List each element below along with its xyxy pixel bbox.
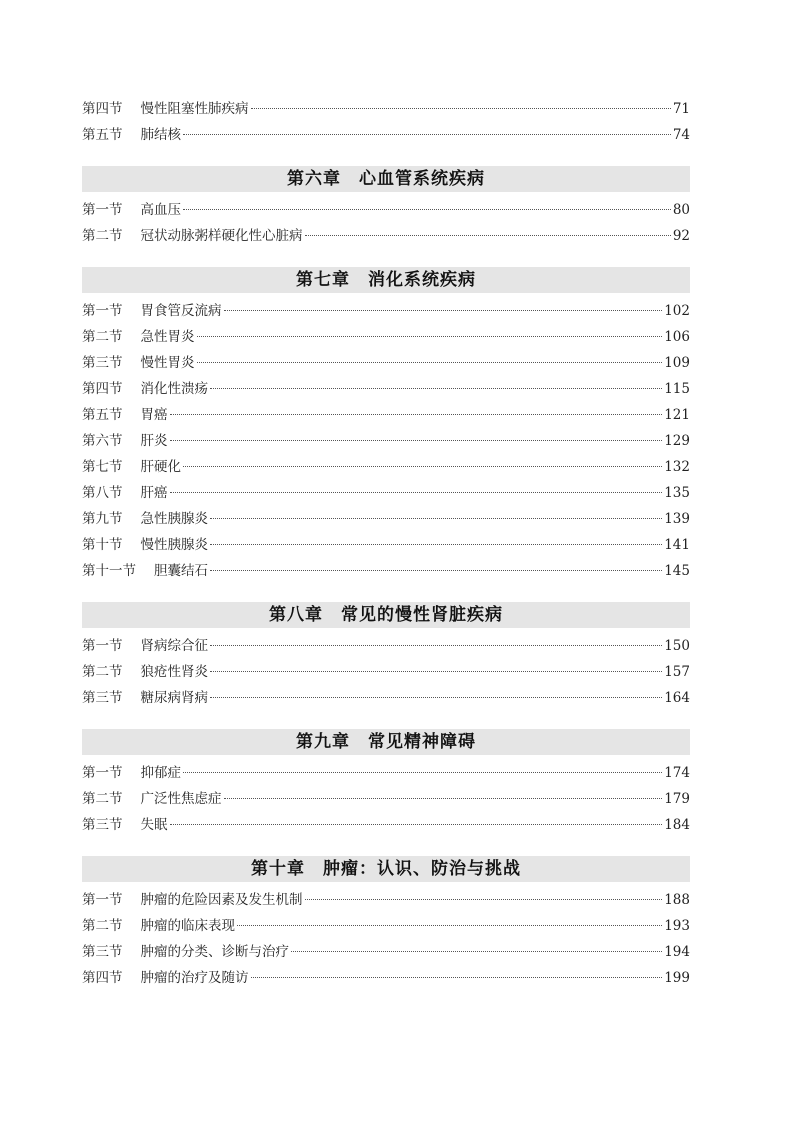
section-number: 第五节: [82, 407, 123, 423]
chapter-heading[interactable]: 第六章 心血管系统疾病: [82, 166, 690, 192]
section-title: 冠状动脉粥样硬化性心脏病: [140, 228, 303, 244]
section-title: 慢性胃炎: [140, 355, 195, 371]
page-number: 71: [672, 101, 690, 117]
section-title: 急性胰腺炎: [140, 511, 208, 527]
toc-entry[interactable]: [82, 965, 690, 991]
section-title: 胃食管反流病: [140, 303, 222, 319]
section-title: 肝癌: [140, 485, 168, 501]
section-number: 第二节: [82, 228, 123, 244]
section-title: 抑郁症: [140, 765, 181, 781]
page-number: 109: [664, 355, 690, 371]
section-number: 第七节: [82, 459, 123, 475]
toc-entry[interactable]: [82, 428, 690, 454]
page-number: 121: [664, 407, 690, 423]
section-number: 第三节: [82, 817, 123, 833]
dot-leader: [197, 336, 663, 337]
toc-entry[interactable]: [82, 197, 690, 223]
section-title: 胃癌: [140, 407, 168, 423]
section-number: 第四节: [82, 970, 123, 986]
section-title: 狼疮性肾炎: [140, 664, 208, 680]
toc-entry[interactable]: [82, 939, 690, 965]
dot-leader: [291, 951, 662, 952]
page-number: 139: [664, 511, 690, 527]
section-title: 广泛性焦虑症: [140, 791, 222, 807]
page-number: 184: [664, 817, 690, 833]
dot-leader: [305, 235, 671, 236]
chapter-heading[interactable]: 第七章 消化系统疾病: [82, 267, 690, 293]
dot-leader: [183, 209, 671, 210]
toc-entry[interactable]: [82, 913, 690, 939]
dot-leader: [210, 388, 662, 389]
toc-entry[interactable]: [82, 402, 690, 428]
chapter-spacer: [82, 249, 690, 267]
page-number: 132: [664, 459, 690, 475]
section-title: 慢性胰腺炎: [140, 537, 208, 553]
section-title: 糖尿病肾病: [140, 690, 208, 706]
toc-entry[interactable]: [82, 480, 690, 506]
page-number: 145: [664, 563, 690, 579]
page-number: 193: [664, 918, 690, 934]
section-title: 肾病综合征: [140, 638, 208, 654]
page-number: 194: [664, 944, 690, 960]
section-number: 第一节: [82, 892, 123, 908]
page-number: 135: [664, 485, 690, 501]
section-title: 肿瘤的分类、诊断与治疗: [140, 944, 289, 960]
page-number: 102: [664, 303, 690, 319]
page-number: 74: [672, 127, 690, 143]
table-of-contents: [82, 96, 690, 991]
page-number: 174: [664, 765, 690, 781]
page-number: 150: [664, 638, 690, 654]
toc-entry[interactable]: [82, 223, 690, 249]
section-title: 急性胃炎: [140, 329, 195, 345]
section-title: 高血压: [140, 202, 181, 218]
section-number: 第六节: [82, 433, 123, 449]
page-number: 164: [664, 690, 690, 706]
toc-entry[interactable]: [82, 122, 690, 148]
dot-leader: [224, 798, 663, 799]
toc-entry[interactable]: [82, 760, 690, 786]
dot-leader: [224, 310, 663, 311]
section-number: 第三节: [82, 944, 123, 960]
section-title: 失眠: [140, 817, 168, 833]
page-number: 179: [664, 791, 690, 807]
toc-entry[interactable]: [82, 812, 690, 838]
section-number: 第十一节: [82, 563, 136, 579]
chapter-heading[interactable]: 第八章 常见的慢性肾脏疾病: [82, 602, 690, 628]
section-number: 第三节: [82, 355, 123, 371]
dot-leader: [210, 544, 662, 545]
dot-leader: [251, 977, 663, 978]
section-title: 肿瘤的临床表现: [140, 918, 235, 934]
toc-entry[interactable]: [82, 96, 690, 122]
page-number: 80: [672, 202, 690, 218]
section-number: 第一节: [82, 303, 123, 319]
toc-entry[interactable]: [82, 633, 690, 659]
section-number: 第八节: [82, 485, 123, 501]
chapter-spacer: [82, 711, 690, 729]
section-number: 第二节: [82, 918, 123, 934]
page-number: 199: [664, 970, 690, 986]
dot-leader: [210, 645, 662, 646]
section-number: 第二节: [82, 664, 123, 680]
section-title: 肝炎: [140, 433, 168, 449]
section-title: 肿瘤的危险因素及发生机制: [140, 892, 303, 908]
dot-leader: [170, 492, 663, 493]
section-number: 第二节: [82, 791, 123, 807]
page-number: 188: [664, 892, 690, 908]
dot-leader: [237, 925, 662, 926]
section-number: 第五节: [82, 127, 123, 143]
chapter-spacer: [82, 148, 690, 166]
dot-leader: [183, 134, 671, 135]
chapter-list: [82, 148, 690, 991]
toc-entry[interactable]: [82, 786, 690, 812]
section-title: 肺结核: [140, 127, 181, 143]
dot-leader: [210, 570, 662, 571]
toc-entry[interactable]: [82, 558, 690, 584]
dot-leader: [210, 671, 662, 672]
section-title: 胆囊结石: [154, 563, 208, 579]
dot-leader: [210, 518, 662, 519]
section-title: 消化性溃疡: [140, 381, 208, 397]
leading-entries: [82, 96, 690, 148]
section-title: 肿瘤的治疗及随访: [140, 970, 249, 986]
dot-leader: [305, 899, 663, 900]
dot-leader: [170, 824, 663, 825]
section-title: 肝硬化: [140, 459, 181, 475]
dot-leader: [170, 414, 663, 415]
section-number: 第一节: [82, 638, 123, 654]
page-number: 129: [664, 433, 690, 449]
dot-leader: [251, 108, 671, 109]
chapter-spacer: [82, 584, 690, 602]
section-number: 第十节: [82, 537, 123, 553]
section-number: 第一节: [82, 202, 123, 218]
dot-leader: [197, 362, 663, 363]
dot-leader: [183, 772, 662, 773]
toc-entry[interactable]: [82, 376, 690, 402]
chapter-heading[interactable]: 第九章 常见精神障碍: [82, 729, 690, 755]
toc-entry[interactable]: [82, 298, 690, 324]
page-number: 106: [664, 329, 690, 345]
section-number: 第四节: [82, 101, 123, 117]
section-number: 第一节: [82, 765, 123, 781]
toc-entry[interactable]: [82, 685, 690, 711]
toc-entry[interactable]: [82, 887, 690, 913]
page-number: 157: [664, 664, 690, 680]
section-number: 第三节: [82, 690, 123, 706]
dot-leader: [183, 466, 662, 467]
page-number: 92: [672, 228, 690, 244]
chapter-heading[interactable]: 第十章 肿瘤：认识、防治与挑战: [82, 856, 690, 882]
section-number: 第四节: [82, 381, 123, 397]
section-title: 慢性阻塞性肺疾病: [140, 101, 249, 117]
page-number: 141: [664, 537, 690, 553]
toc-entry[interactable]: [82, 506, 690, 532]
toc-entry[interactable]: [82, 324, 690, 350]
toc-entry[interactable]: [82, 454, 690, 480]
section-number: 第九节: [82, 511, 123, 527]
dot-leader: [170, 440, 663, 441]
page-number: 115: [664, 381, 690, 397]
section-number: 第二节: [82, 329, 123, 345]
chapter-spacer: [82, 838, 690, 856]
toc-entry[interactable]: [82, 350, 690, 376]
dot-leader: [210, 697, 662, 698]
toc-entry[interactable]: [82, 659, 690, 685]
toc-entry[interactable]: [82, 532, 690, 558]
